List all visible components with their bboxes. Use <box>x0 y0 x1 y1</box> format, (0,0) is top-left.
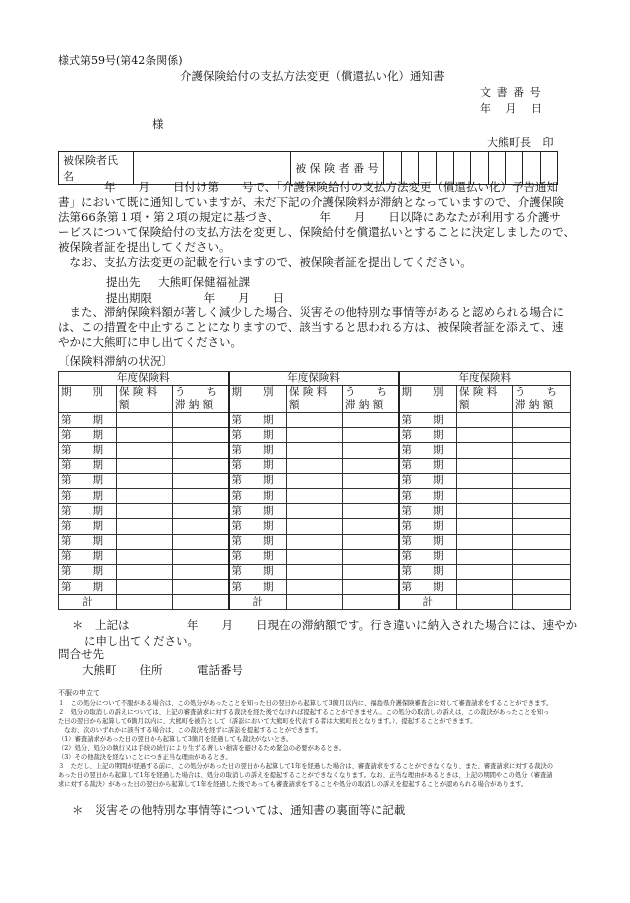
premium-column-header: 保 険 料 額 <box>457 386 513 413</box>
unpaid-amount-cell[interactable] <box>343 504 399 519</box>
unpaid-amount-cell[interactable] <box>513 443 571 458</box>
fiscal-year-header: 年度保険料 <box>229 372 399 386</box>
premium-amount-cell[interactable] <box>457 428 513 443</box>
unpaid-amount-cell[interactable] <box>513 428 571 443</box>
period-column-header: 期 別 <box>229 386 287 413</box>
cancel-line: は、この措置を中止することになりますので、該当すると思われる方は、被保険者証を添えて、速 <box>58 320 564 334</box>
arrears-row <box>59 428 571 443</box>
appeal-line: １ この処分について不服がある場合は、この処分があったことを知った日の翌日から起算して3箇月以内に、福島県介護保険審査会に対して審査請求をすることができます。 <box>58 700 553 707</box>
unpaid-amount-cell[interactable] <box>343 564 399 579</box>
body-line: 被保険者証を提出してください。 <box>58 240 231 254</box>
unpaid-amount-cell[interactable] <box>173 443 229 458</box>
premium-amount-cell[interactable] <box>457 549 513 564</box>
premium-amount-cell[interactable] <box>117 549 173 564</box>
premium-amount-cell[interactable] <box>287 458 343 473</box>
appeal-line: ２ 処分の取消しの訴えについては、上記の審査請求に対する裁決を経た後でなければ提起することができません。この処分の取消しの訴えは、この裁決があったことを知っ <box>58 709 550 716</box>
unpaid-amount-cell[interactable] <box>343 443 399 458</box>
period-cell: 第 期 <box>229 580 287 595</box>
period-cell: 第 期 <box>229 488 287 503</box>
total-label-cell: 計 <box>59 595 117 610</box>
period-cell: 第 期 <box>399 549 457 564</box>
submission-deadline <box>106 290 284 306</box>
premium-amount-cell[interactable] <box>457 519 513 534</box>
period-cell: 第 期 <box>399 428 457 443</box>
total-row <box>59 595 571 610</box>
document-number-label: 文 書 番 号 <box>480 86 542 99</box>
period-cell: 第 期 <box>59 519 117 534</box>
arrears-row <box>59 504 571 519</box>
period-cell: 第 期 <box>229 549 287 564</box>
period-cell: 第 期 <box>59 534 117 549</box>
submit-to-value: 大熊町保健福祉課 <box>158 275 251 289</box>
unpaid-amount-cell[interactable] <box>173 428 229 443</box>
period-cell: 第 期 <box>229 458 287 473</box>
period-cell: 第 期 <box>229 413 287 428</box>
premium-amount-cell[interactable] <box>457 443 513 458</box>
premium-amount-cell[interactable] <box>117 473 173 488</box>
premium-column-header: 保 険 料 額 <box>287 386 343 413</box>
unpaid-amount-cell[interactable] <box>513 549 571 564</box>
premium-amount-cell[interactable] <box>287 549 343 564</box>
unpaid-amount-cell[interactable] <box>343 519 399 534</box>
premium-amount-cell[interactable] <box>287 443 343 458</box>
unpaid-amount-cell[interactable] <box>513 458 571 473</box>
total-label-cell: 計 <box>229 595 287 610</box>
premium-amount-cell[interactable] <box>117 519 173 534</box>
unpaid-total-cell[interactable] <box>343 595 399 610</box>
deadline-label: 提出期限 <box>106 291 152 305</box>
period-cell: 第 期 <box>399 534 457 549</box>
insured-name-label: 被保険者氏名 <box>59 152 134 185</box>
premium-amount-cell[interactable] <box>287 564 343 579</box>
premium-amount-cell[interactable] <box>457 504 513 519</box>
period-cell: 第 期 <box>59 488 117 503</box>
body-line: なお、支払方法変更の記載を行いますので、被保険者証を提出してください。 <box>58 255 472 269</box>
period-cell: 第 期 <box>59 458 117 473</box>
premium-amount-cell[interactable] <box>117 413 173 428</box>
arrears-row <box>59 549 571 564</box>
appeal-line: 求に対する裁決）があった日の翌日から起算して1年を経過した後であっても審査請求をすることや処分の取消しの訴えを提起することが認められる場合があります。 <box>58 781 528 788</box>
premium-amount-cell[interactable] <box>287 519 343 534</box>
document-title: 介護保険給付の支払方法変更（償還払い化）通知書 <box>180 69 445 83</box>
unpaid-amount-cell[interactable] <box>513 564 571 579</box>
period-cell: 第 期 <box>59 473 117 488</box>
premium-amount-cell[interactable] <box>287 504 343 519</box>
period-cell: 第 期 <box>229 473 287 488</box>
unpaid-amount-cell[interactable] <box>173 549 229 564</box>
period-cell: 第 期 <box>399 443 457 458</box>
unpaid-amount-cell[interactable] <box>173 564 229 579</box>
submit-to <box>106 274 250 290</box>
appeal-text <box>58 699 578 789</box>
premium-amount-cell[interactable] <box>457 580 513 595</box>
premium-amount-cell[interactable] <box>457 413 513 428</box>
note-line: ＊ 上記は 年 月 日現在の滞納額です。行き違いに納入された場合には、速やか <box>72 618 578 632</box>
unpaid-amount-cell[interactable] <box>173 413 229 428</box>
premium-amount-cell[interactable] <box>117 564 173 579</box>
period-cell: 第 期 <box>399 564 457 579</box>
premium-column-header: 保 険 料 額 <box>117 386 173 413</box>
unpaid-column-header: う ち 滞 納 額 <box>343 386 399 413</box>
premium-amount-cell[interactable] <box>117 504 173 519</box>
submit-to-label: 提出先 <box>106 275 141 289</box>
premium-amount-cell[interactable] <box>457 488 513 503</box>
unpaid-amount-cell[interactable] <box>343 580 399 595</box>
appeal-line: （2）処分、処分の執行又は手続の続行により生ずる著しい損害を避けるため緊急の必要があるとき。 <box>58 745 346 752</box>
arrears-note <box>72 617 577 649</box>
arrears-row <box>59 473 571 488</box>
contact-info: 大熊町 住所 電話番号 <box>82 663 243 677</box>
appeal-line: （3）その他裁決を経ないことにつき正当な理由があるとき。 <box>58 754 232 761</box>
period-cell: 第 期 <box>59 428 117 443</box>
total-label-cell: 計 <box>399 595 457 610</box>
body-line: ービスについて保険給付の支払方法を変更し、保険給付を償還払いとすることに決定しましたので、 <box>58 225 576 239</box>
premium-total-cell[interactable] <box>287 595 343 610</box>
unpaid-column-header: う ち 滞 納 額 <box>513 386 571 413</box>
premium-amount-cell[interactable] <box>287 488 343 503</box>
sender-title: 大熊町長 <box>487 136 531 149</box>
issue-date-label: 年 月 日 <box>480 102 542 115</box>
premium-amount-cell[interactable] <box>117 534 173 549</box>
unpaid-amount-cell[interactable] <box>513 519 571 534</box>
sender-name <box>487 134 554 150</box>
premium-total-cell[interactable] <box>117 595 173 610</box>
unpaid-amount-cell[interactable] <box>173 580 229 595</box>
arrears-row <box>59 534 571 549</box>
period-cell: 第 期 <box>399 413 457 428</box>
unpaid-amount-cell[interactable] <box>173 473 229 488</box>
unpaid-amount-cell[interactable] <box>343 473 399 488</box>
unpaid-amount-cell[interactable] <box>513 534 571 549</box>
unpaid-amount-cell[interactable] <box>343 458 399 473</box>
premium-amount-cell[interactable] <box>117 443 173 458</box>
period-cell: 第 期 <box>399 504 457 519</box>
arrears-row <box>59 458 571 473</box>
unpaid-amount-cell[interactable] <box>343 428 399 443</box>
period-cell: 第 期 <box>399 488 457 503</box>
unpaid-amount-cell[interactable] <box>513 473 571 488</box>
arrears-row <box>59 580 571 595</box>
note-line: に申し出てください。 <box>84 634 199 648</box>
premium-total-cell[interactable] <box>457 595 513 610</box>
period-cell: 第 期 <box>229 504 287 519</box>
period-cell: 第 期 <box>229 428 287 443</box>
fiscal-year-header: 年度保険料 <box>59 372 229 386</box>
premium-amount-cell[interactable] <box>287 413 343 428</box>
period-cell: 第 期 <box>59 443 117 458</box>
footer-note: ＊ 災害その他特別な事情等については、通知書の裏面等に記載 <box>72 803 406 817</box>
arrears-row <box>59 519 571 534</box>
arrears-row <box>59 488 571 503</box>
cancel-line: やかに大熊町に申し出てください。 <box>58 335 242 349</box>
unpaid-amount-cell[interactable] <box>173 534 229 549</box>
appeal-line: なお、次のいずれかに該当する場合は、この裁決を経ずに訴訟を提起することができます。 <box>58 727 322 734</box>
fiscal-year-header: 年度保険料 <box>399 372 571 386</box>
premium-amount-cell[interactable] <box>287 428 343 443</box>
deadline-value: 年 月 日 <box>203 291 285 305</box>
unpaid-total-cell[interactable] <box>173 595 229 610</box>
unpaid-amount-cell[interactable] <box>343 549 399 564</box>
form-number: 様式第59号(第42条関係) <box>58 54 183 67</box>
body-line: 法第66条第１項・第２項の規定に基づき、 年 月 日以降にあなたが利用する介護サ <box>58 210 561 224</box>
period-cell: 第 期 <box>229 564 287 579</box>
period-column-header: 期 別 <box>399 386 457 413</box>
appeal-line: ３ ただし、上記の期間が経過する前に、この処分があった日の翌日から起算して1年を経過した場合は、審査請求をすることができなくなり、また、審査請求に対する裁決の <box>58 763 554 770</box>
body-line: 年 月 日付け第 号で、「介護保険給付の支払方法変更（償還払い化）予告通知 <box>58 180 559 194</box>
unpaid-total-cell[interactable] <box>513 595 571 610</box>
unpaid-amount-cell[interactable] <box>513 488 571 503</box>
appeal-heading: 不服の申立て <box>58 689 100 697</box>
body-line: 書」において既に通知していますが、未だ下記の介護保険料が滞納となっていますので、介護保険 <box>58 195 564 209</box>
unpaid-amount-cell[interactable] <box>173 488 229 503</box>
period-cell: 第 期 <box>399 458 457 473</box>
period-cell: 第 期 <box>399 580 457 595</box>
period-cell: 第 期 <box>229 534 287 549</box>
premium-amount-cell[interactable] <box>457 473 513 488</box>
premium-amount-cell[interactable] <box>457 534 513 549</box>
appeal-line: （1）審査請求があった日の翌日から起算して3箇月を経過しても裁決がないとき。 <box>58 736 293 743</box>
unpaid-amount-cell[interactable] <box>173 504 229 519</box>
period-cell: 第 期 <box>399 473 457 488</box>
appeal-line: た日の翌日から起算して6箇月以内に、大熊町を被告として（訴訟において大熊町を代表する者は大熊町長となります。）、提起することができます。 <box>58 718 477 725</box>
unpaid-column-header: う ち 滞 納 額 <box>173 386 229 413</box>
unpaid-amount-cell[interactable] <box>513 413 571 428</box>
period-cell: 第 期 <box>59 580 117 595</box>
cancel-line: また、滞納保険料額が著しく減少した場合、災害その他特別な事情等があると認められる場合に <box>58 305 564 319</box>
period-cell: 第 期 <box>59 564 117 579</box>
appeal-line: あった日の翌日から起算して1年を経過した場合は、処分の取消しの訴えを提起することができなくなります。なお、正当な理由があるときは、上記の期間やこの処分（審査請 <box>58 772 553 779</box>
unpaid-amount-cell[interactable] <box>513 504 571 519</box>
insured-number-label: 被 保 険 者 番 号 <box>291 152 384 185</box>
premium-amount-cell[interactable] <box>117 428 173 443</box>
cancellation-notice <box>58 305 588 350</box>
addressee-suffix: 様 <box>152 117 164 131</box>
unpaid-amount-cell[interactable] <box>513 580 571 595</box>
period-cell: 第 期 <box>59 504 117 519</box>
premium-amount-cell[interactable] <box>287 580 343 595</box>
arrears-row <box>59 564 571 579</box>
period-cell: 第 期 <box>229 443 287 458</box>
arrears-heading: 〔保険料滞納の状況〕 <box>58 354 173 368</box>
premium-amount-cell[interactable] <box>287 534 343 549</box>
unpaid-amount-cell[interactable] <box>343 488 399 503</box>
contact-heading: 問合せ先 <box>58 647 104 661</box>
period-cell: 第 期 <box>59 413 117 428</box>
period-cell: 第 期 <box>229 519 287 534</box>
premium-amount-cell[interactable] <box>117 458 173 473</box>
arrears-row <box>59 443 571 458</box>
unpaid-amount-cell[interactable] <box>343 534 399 549</box>
unpaid-amount-cell[interactable] <box>173 519 229 534</box>
seal-mark: 印 <box>542 136 554 149</box>
period-column-header: 期 別 <box>59 386 117 413</box>
premium-amount-cell[interactable] <box>457 564 513 579</box>
arrears-table <box>58 371 571 610</box>
notice-body <box>58 180 588 270</box>
premium-amount-cell[interactable] <box>287 473 343 488</box>
period-cell: 第 期 <box>59 549 117 564</box>
premium-amount-cell[interactable] <box>457 458 513 473</box>
period-cell: 第 期 <box>399 519 457 534</box>
arrears-row <box>59 413 571 428</box>
premium-amount-cell[interactable] <box>117 488 173 503</box>
premium-amount-cell[interactable] <box>117 580 173 595</box>
unpaid-amount-cell[interactable] <box>343 413 399 428</box>
unpaid-amount-cell[interactable] <box>173 458 229 473</box>
